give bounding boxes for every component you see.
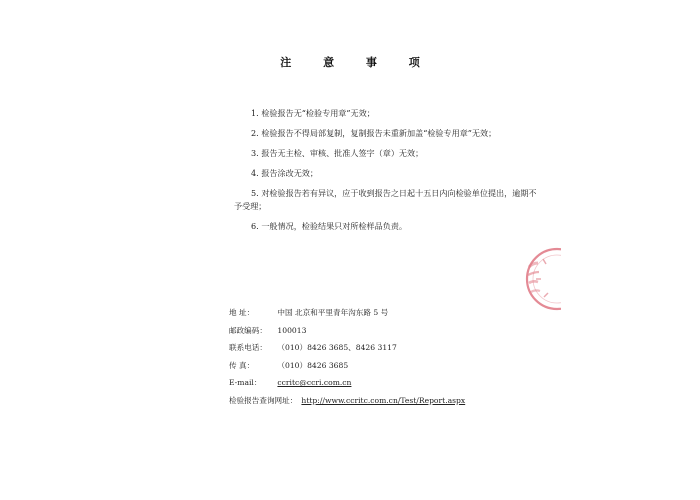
query-url-label: 检验报告查询网址：: [229, 395, 298, 405]
email-link[interactable]: ccritc@ccri.com.cn: [277, 378, 352, 388]
query-url-link[interactable]: http://www.ccritc.com.cn/Test/Report.aspx: [301, 395, 466, 405]
note-item: [234, 107, 544, 120]
phone-label: 联系电话：: [229, 343, 267, 353]
note-number: 3.: [251, 148, 259, 158]
note-number: 2.: [251, 128, 259, 138]
note-item: [234, 147, 544, 160]
note-item: [234, 187, 544, 213]
postcode-value: 100013: [277, 325, 307, 335]
page-title: 注 意 事 项: [280, 56, 434, 69]
note-text: 对检验报告若有异议，应于收到报告之日起十五日内向检验单位提出，逾期不予受理；: [234, 188, 537, 211]
postcode-label: 邮政编码：: [229, 325, 267, 335]
note-number: 1.: [251, 108, 259, 118]
note-item: [234, 167, 544, 180]
note-item: [234, 127, 544, 140]
address-value: 中国 北京和平里青年沟东路 5 号: [277, 308, 389, 317]
note-text: 检验报告不得局部复制，复制报告未重新加盖“检验专用章”无效；: [261, 128, 497, 138]
fax-value: （010）8426 3685: [277, 360, 349, 370]
address-label: 地 址：: [229, 308, 255, 317]
note-text: 检验报告无“检验专用章”无效；: [261, 108, 375, 118]
query-url-row: [229, 392, 529, 410]
fax-row: [229, 357, 529, 375]
contact-info: [229, 304, 529, 410]
notes-list: [234, 107, 544, 240]
note-text: 报告无主检、审核、批准人签字（章）无效；: [261, 148, 424, 158]
address-row: [229, 304, 529, 322]
fax-label: 传 真：: [229, 360, 255, 370]
postcode-row: [229, 322, 529, 340]
email-row: [229, 374, 529, 392]
phone-value: （010）8426 3685、8426 3117: [277, 343, 397, 353]
red-seal-stamp: [515, 247, 561, 311]
note-number: 6.: [251, 221, 259, 231]
note-number: 4.: [251, 168, 259, 178]
email-label: E-mail：: [229, 378, 262, 388]
note-text: 报告涂改无效；: [261, 168, 318, 178]
note-number: 5.: [251, 188, 259, 198]
note-text: 一般情况，检验结果只对所检样品负责。: [261, 221, 408, 231]
phone-row: [229, 339, 529, 357]
seal-icon: [515, 247, 561, 311]
note-item: [234, 220, 544, 233]
